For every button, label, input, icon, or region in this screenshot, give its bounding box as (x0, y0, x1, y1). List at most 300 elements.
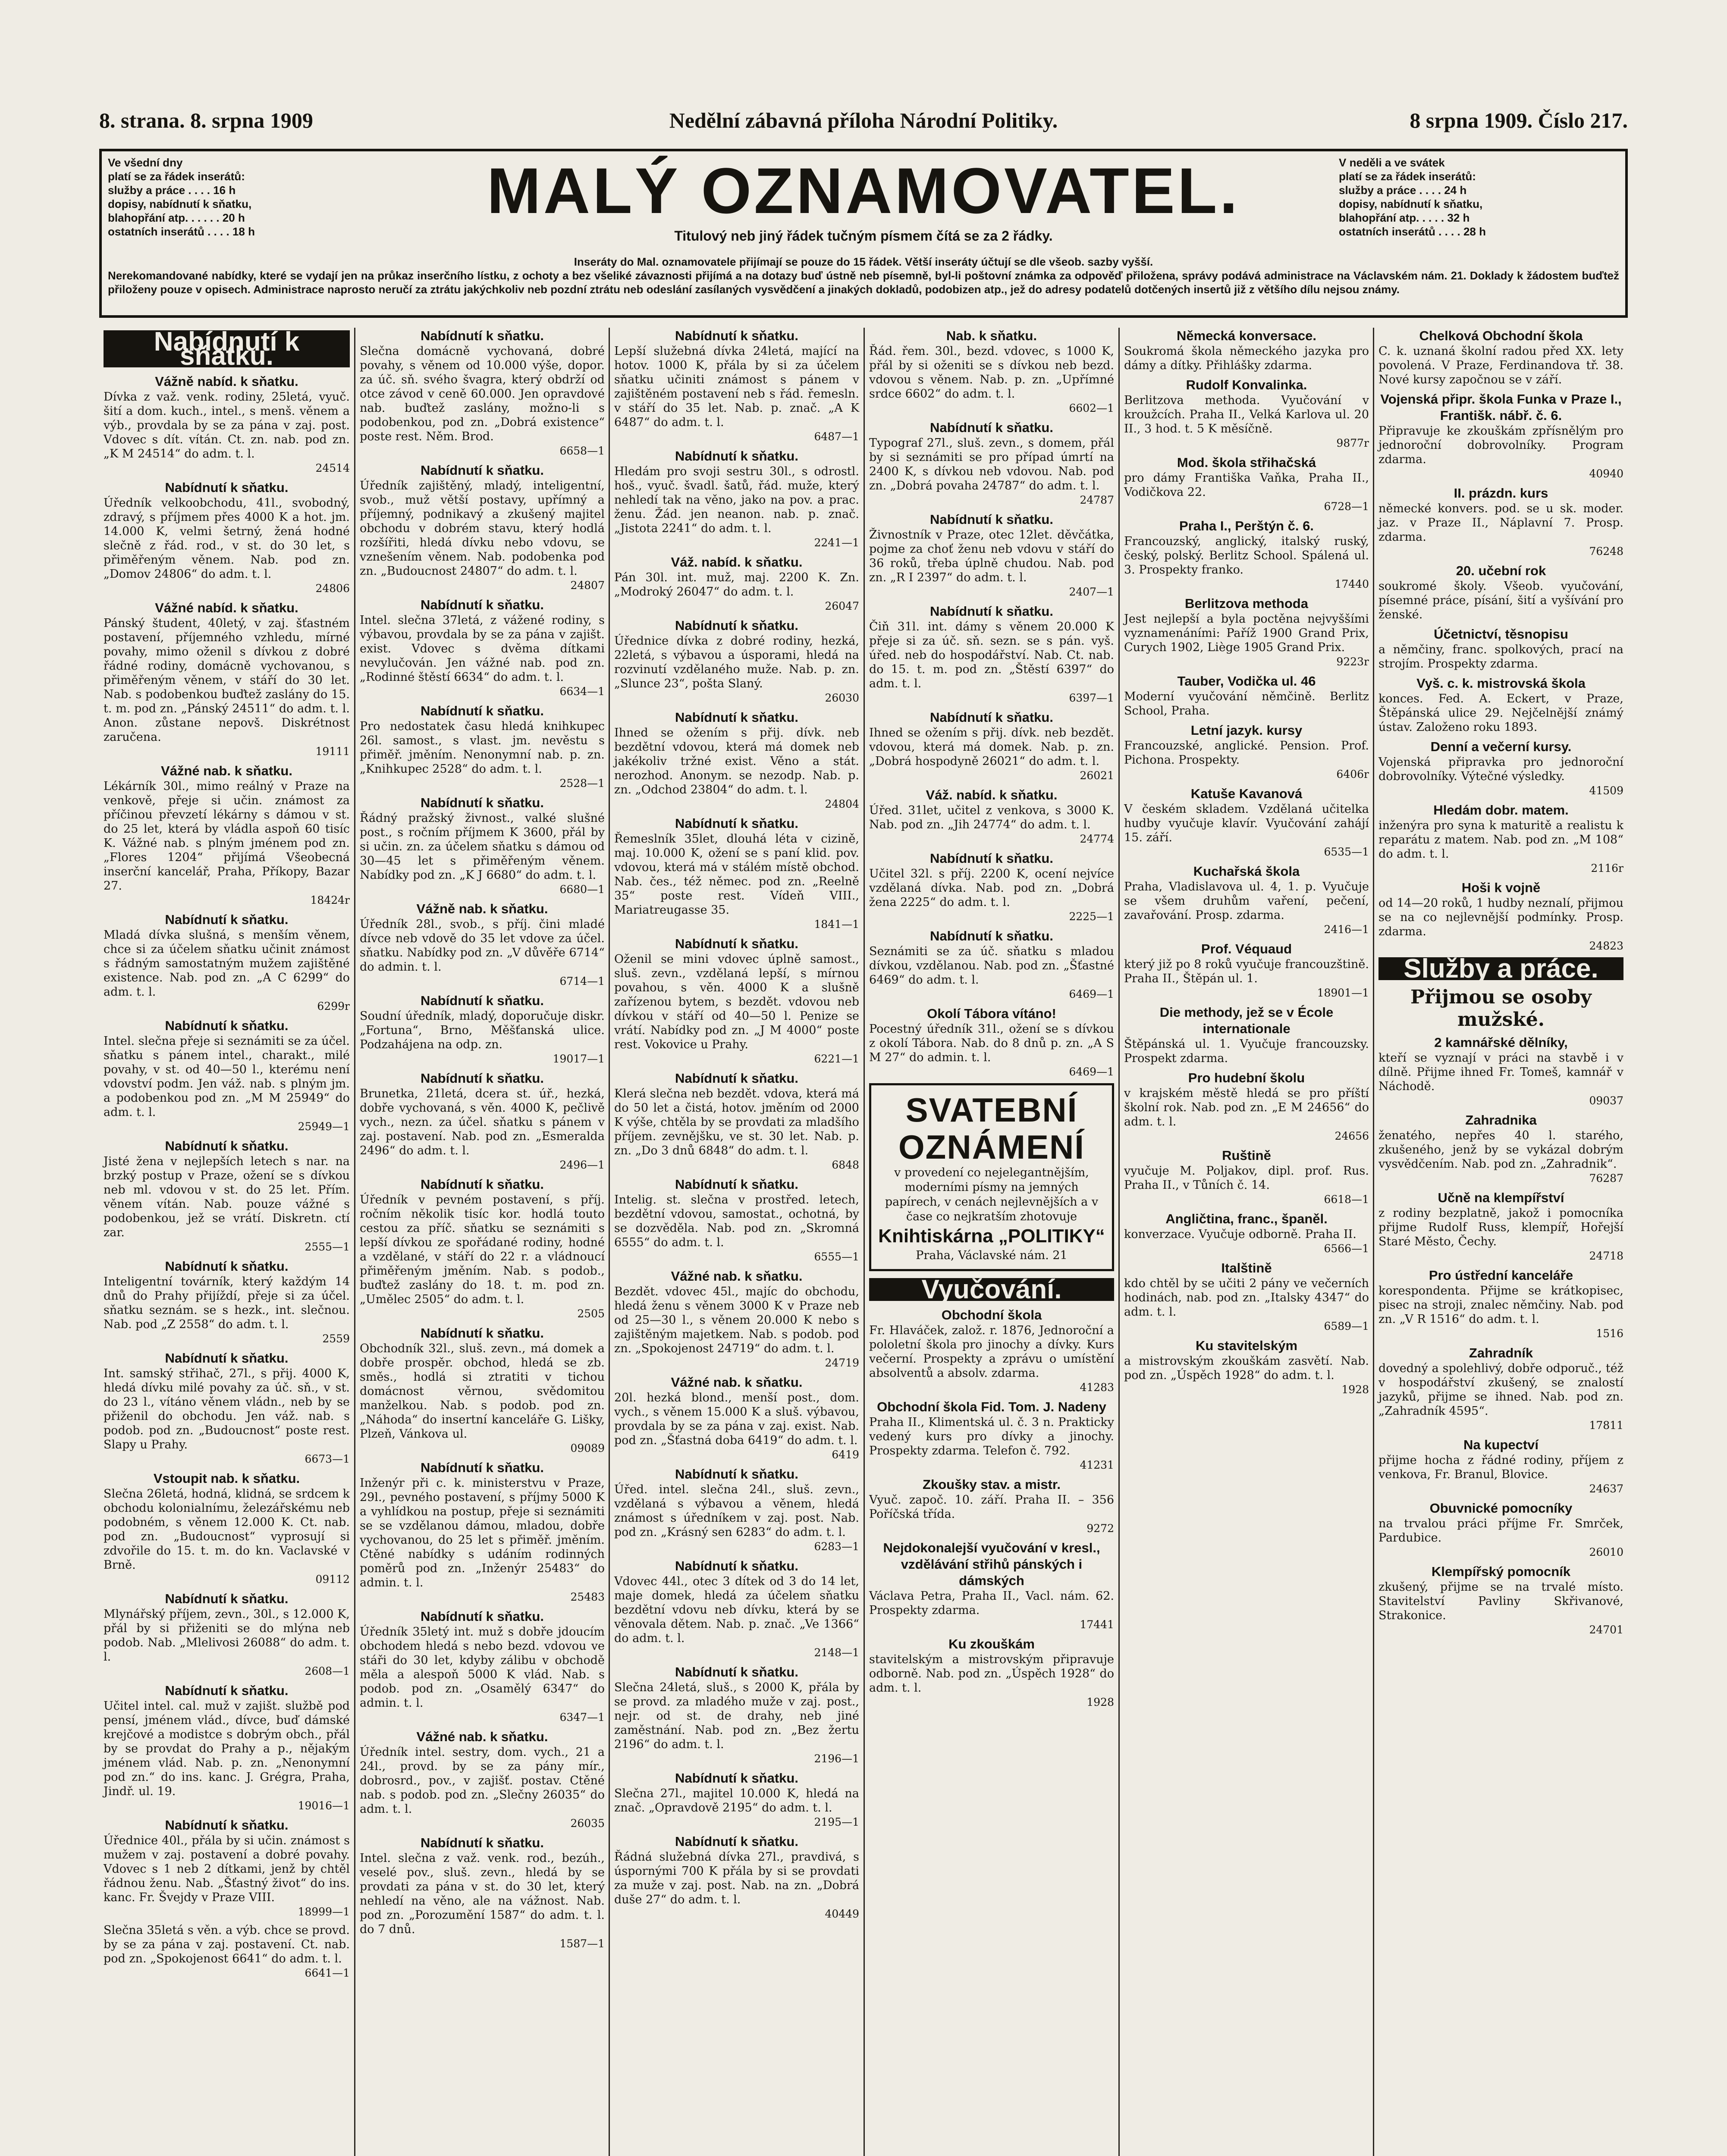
ad-code: 40940 (1589, 467, 1623, 480)
classified-ad (1124, 941, 1369, 1000)
column-5 (1118, 328, 1373, 2156)
ad-body: stavitelským a mistrovským připravuje odborně. Nab. pod zn. „Úspěch 1928“ do adm. t. l. (869, 1653, 1114, 1695)
classified-ad (1124, 595, 1369, 669)
ad-code: 2407—1 (1069, 586, 1114, 598)
ad-body: Václava Petra, Praha II., Vacl. nám. 62. Prospekty zdarma. (869, 1589, 1114, 1617)
ad-code: 6634—1 (559, 685, 605, 698)
ad-code: 9272 (1086, 1522, 1114, 1535)
ad-title: Vážně nabíd. k sňatku. (155, 374, 298, 389)
ad-body: Hledám pro svoji sestru 30l., s odrostl. hoš., vyuč. švadl. šatů, řád. muže, který nehledí tak na věno, jako na pov. a prac. ženu. Žád. jen neanon. nab. p. znač. „Jistota 2241“ do adm. t. l. (614, 465, 859, 535)
ad-code: 2416—1 (1324, 923, 1369, 936)
rate-line: ostatních inserátů . . . . 18 h (108, 225, 255, 238)
ad-title: Italštině (1221, 1260, 1272, 1275)
classified-ad (614, 1268, 859, 1370)
ad-title: Nabídnutí k sňatku. (675, 1771, 798, 1786)
ad-title: Berlitzova methoda (1185, 596, 1308, 611)
ad-body: Pocestný úředník 31l., ožení se s dívkou z okolí Tábora. Nab. do 8 dnů p. zn. „A S M 27“ do admin. t. l. (869, 1022, 1114, 1064)
ad-body: Učitel intel. cal. muž v zajišt. službě pod pensí, jménem vlád., dívce, buď dámské krejčové a modistce s dobrým obch., přál by se provdat do Prahy a p., nějakým jménem vlád. Nab. p. zn. „Nenonymní pod zn.“ do ins. kanc. J. Grégra, Praha, Jindř. ul. 19. (104, 1699, 350, 1798)
ad-title: Prof. Véquaud (1201, 941, 1292, 956)
inserat-note: Inseráty do Mal. oznamovatele přijímají se pouze do 15 řádek. Větší inseráty účtují se dle všeob. sazby vyšší. (574, 255, 1153, 268)
rate-line: dopisy, nabídnutí k sňatku, (108, 197, 252, 210)
ad-code: 6566—1 (1324, 1242, 1369, 1255)
classified-ad (1124, 673, 1369, 718)
ad-title: Nabídnutí k sňatku. (165, 1818, 289, 1833)
ad-title: Praha I., Perštýn č. 6. (1179, 518, 1314, 533)
ad-body: od 14—20 roků, 1 hudby neznalí, přijmou se na co nejlevnější podmínky. Prosp. zdarma. (1378, 896, 1623, 938)
ad-body: Lepší služebná dívka 24letá, mající na hotov. 1000 K, přála by si za účelem sňatku učiniti známost s pánem v zajištěném postavení neb s řád. řemesln. v stáří do 35 let. Nab. p. znač. „A K 6487“ do adm. t. l. (614, 345, 859, 429)
ad-title: Na kupectví (1463, 1437, 1539, 1452)
ad-code: 26030 (825, 692, 859, 704)
ad-body: Berlitzova methoda. Vyučování v kroužcích. Praha II., Velká Karlova ul. 20 II., 3 hod. t. 5 K měsíčně. (1124, 394, 1369, 436)
classified-ad (1124, 722, 1369, 781)
classified-ad (614, 1070, 859, 1172)
ad-body: Int. samský střihač, 27l., s přij. 4000 K, hledá dívku milé povahy za úč. sň., v st. do 23 l., vítáno věnem vládn., neb by se přiženil do obchodu. Jen váž. nab. s podob. pod zn. „Budoucnost“ poste rest. Slapy u Prahy. (104, 1367, 350, 1451)
ad-code: 1841—1 (814, 918, 859, 931)
ad-body: Lékárník 30l., mimo reálný v Praze na venkově, přeje si učin. známost za příčinou převzetí lékárny s dámou v st. do 25 let, která by vládla aspoň 60 tisíc K. Vážné nab. s plným jménem pod zn. „Flores 1204“ přijímá Všeobecná inserční kancelář, Praha, Příkopy, Bazar 27. (104, 780, 350, 893)
ad-body: Připravuje ke zkouškám zpřísnělým pro jednoroční dobrovolníky. Program zdarma. (1378, 424, 1623, 466)
ad-body: Čiň 31l. int. dámy s věnem 20.000 K přeje si za úč. sň. sezn. se s pán. vyš. úřed. neb do hospodářství. Nab. Ct. nab. do 15. t. m. pod zn. „Štěstí 6397“ do adm. t. l. (869, 620, 1114, 690)
ad-body: Dívka z važ. venk. rodiny, 25letá, vyuč. šití a dom. kuch., intel., s menš. věnem a výb., provdala by se za pána v zaj. post. Vdovec s dít. vítán. Ct. zn. nab. pod zn. „K M 24514“ do adm. t. l. (104, 390, 350, 461)
classified-ad (1378, 802, 1623, 875)
classified-ad (360, 1460, 605, 1604)
ad-title: Okolí Tábora vítáno! (927, 1006, 1056, 1021)
classified-ad (614, 1833, 859, 1921)
classified-ad (360, 1729, 605, 1830)
ad-code: 2148—1 (814, 1646, 859, 1659)
ad-body: Pánský študent, 40letý, v zaj. šťastném postavení, příjemného vzhledu, mírné povahy, mimo oženil s dívkou z dobré řádné rodiny, domácně vychovanou, s přiměřeným věnem, v stáří do 30 let. Nab. s podobenkou buďtež zaslány do 15. t. m. pod zn. „Pánský 24511“ do adm. t. l. Anon. zůstane nepovš. Diskrétnost zaručena. (104, 617, 350, 744)
ad-code: 25483 (570, 1591, 605, 1603)
ad-title: Nabídnutí k sňatku. (675, 1467, 798, 1482)
ad-code: 2196—1 (814, 1752, 859, 1765)
ad-title: Nab. k sňatku. (946, 328, 1037, 343)
classified-ad (104, 600, 350, 758)
rate-line: platí se za řádek inserátů: (1339, 170, 1476, 183)
ad-code: 24787 (1080, 494, 1114, 506)
classified-ad (614, 617, 859, 705)
ad-title: Vojenská připr. škola Funka v Praze I., Františk. nábř. č. 6. (1380, 392, 1622, 423)
ad-body: a němčiny, franc. spolkových, prací na strojím. Prospekty zdarma. (1378, 643, 1623, 671)
classified-ad (614, 709, 859, 811)
ad-title: Nabídnutí k sňatku. (675, 1558, 798, 1573)
ad-body: inženýra pro syna k maturitě a realistu k reparátu z matem. Nab. pod zn. „M 108“ do adm. t. l. (1378, 819, 1623, 861)
ad-title: Účetnictví, těsnopisu (1434, 627, 1568, 642)
ad-title: Vstoupit nab. k sňatku. (153, 1471, 300, 1486)
ad-body: přijme hocha z řádné rodiny, příjem z venkova, Fr. Branul, Blovice. (1378, 1454, 1623, 1481)
ad-body: Francouzské, anglické. Pension. Prof. Pichona. Prospekty. (1124, 739, 1369, 767)
ad-body: Soukromá škola německého jazyka pro dámy a dítky. Přihlášky zdarma. (1124, 345, 1369, 372)
classified-ad (614, 815, 859, 931)
classified-ad (614, 1770, 859, 1829)
ad-title: Klempířský pomocník (1431, 1564, 1571, 1579)
ad-body: soukromé školy. Všeob. vyučování, písemné práce, písání, šití a vyšívání pro ženské. (1378, 580, 1623, 621)
ad-body: C. k. uznaná školní radou před XX. lety povolená. V Praze, Ferdinandova tř. 38. Nové kursy započnou se v září. (1378, 345, 1623, 386)
ad-code: 17441 (1080, 1618, 1114, 1631)
ad-code: 2528—1 (559, 777, 605, 790)
classified-ad (1378, 1034, 1623, 1108)
ad-body: Jest nejlepší a byla poctěna nejvyššími vyznamenáními: Paříž 1900 Grand Prix, Curych 1902, Liège 1905 Grand Prix. (1124, 612, 1369, 654)
classified-ad (1378, 391, 1623, 481)
ad-code: 6469—1 (1069, 1065, 1114, 1078)
ad-title: Nabídnutí k sňatku. (421, 1609, 544, 1624)
ad-title: Ku stavitelským (1195, 1338, 1298, 1353)
classified-ad (1378, 1500, 1623, 1559)
ad-code: 1516 (1596, 1327, 1623, 1340)
ad-body: Slečna domácně vychovaná, dobré povahy, s věnem od 10.000 výše, dopor. za úč. sň. svého švagra, který obdrží od otce závod v ceně 60.000. Jen opravdové nab. buďtež zaslány, možno-li s podobenkou, pod zn. „Dobrá existence“ poste rest. Něm. Brod. (360, 345, 605, 443)
ad-code: 18901—1 (1317, 987, 1369, 999)
ad-body: Mlynářský příjem, zevn., 30l., s 12.000 K, přál by si přiženiti se do mlýna neb podob. Nab. „Mlelivosi 26088“ do adm. t. l. (104, 1608, 350, 1664)
classified-ad (869, 328, 1114, 415)
classified-ad (104, 1470, 350, 1586)
classified-ad (360, 1325, 605, 1455)
rate-line: služby a práce . . . . 16 h (108, 184, 236, 197)
classified-ad (104, 1817, 350, 1919)
ad-code: 24719 (825, 1357, 859, 1369)
ad-title: Tauber, Vodička ul. 46 (1177, 674, 1316, 689)
ad-title: Nabídnutí k sňatku. (421, 1326, 544, 1341)
rate-line: blahopřání atp. . . . . 32 h (1339, 211, 1470, 224)
classified-ad (1124, 1338, 1369, 1397)
ad-title: Nabídnutí k sňatku. (421, 463, 544, 478)
classified-ad (1124, 518, 1369, 591)
classified-ad (360, 328, 605, 458)
ad-code: 24637 (1589, 1482, 1623, 1495)
classified-ad (360, 1835, 605, 1951)
classified-ad (614, 1176, 859, 1264)
issue-date-number: 8 srpna 1909. Číslo 217. (1410, 108, 1628, 132)
classified-ad (104, 373, 350, 475)
classified-ad (1124, 863, 1369, 937)
ad-title: Hoši k vojně (1461, 880, 1541, 895)
ad-body: Řádná služebná dívka 27l., pravdivá, s úspornými 700 K přála by si se provdati za muže v zaj. post. Nab. na zn. „Dobrá duše 27“ do adm. t. l. (614, 1850, 859, 1906)
ad-code: 6848 (832, 1159, 859, 1171)
rate-line: ostatních inserátů . . . . 28 h (1339, 225, 1486, 238)
ad-title: Nabídnutí k sňatku. (675, 816, 798, 831)
ad-code: 6618—1 (1324, 1193, 1369, 1206)
ad-body: konces. Fed. A. Eckert, v Praze, Štěpánská ulice 29. Nejčelnější známý ústav. Založeno roku 1893. (1378, 692, 1623, 734)
ad-code: 24804 (825, 798, 859, 810)
classified-ad (1378, 328, 1623, 387)
ad-title: Nabídnutí k sňatku. (675, 1071, 798, 1086)
classified-ad (1378, 1190, 1623, 1263)
ad-code: 6397—1 (1069, 692, 1114, 704)
inset-printer-name: Knihtiskárna „POLITIKY“ (878, 1225, 1105, 1247)
classified-ad (1124, 328, 1369, 373)
classified-ad (360, 901, 605, 988)
classified-ad (360, 1608, 605, 1724)
ad-code: 24718 (1589, 1250, 1623, 1262)
classified-ad (1378, 485, 1623, 558)
ad-body: dovedný a spolehlivý, dobře odporuč., též v hospodářství zkušený, se znalostí jazyků, přijme se ihned. Nab. pod zn. „Zahradník 4595“. (1378, 1362, 1623, 1418)
ad-title: Nabídnutí k sňatku. (675, 328, 798, 343)
ad-body: Fr. Hlaváček, založ. r. 1876, Jednoroční a pololetní škola pro jinochy a dívky. Kurs večerní. Prospekty a zprávu o umístění absolventů a absolv. zdarma. (869, 1324, 1114, 1380)
classified-ad (614, 1374, 859, 1462)
ad-body: Slečna 35letá s věn. a výb. chce se provd. by se za pána v zaj. postavení. Ct. nab. pod zn. „Spokojenost 6641“ do adm. t. l. (104, 1924, 350, 1965)
ad-body: Intel. slečna přeje si seznámiti se za účel. sňatku s pánem intel., charakt., milé povahy, v st. od 40—50 l., kterému není vdovství podm. Jen váž. nab. s plným jm. a podobenkou pod zn. „M M 25949“ do adm. t. l. (104, 1034, 350, 1119)
ad-body: Vyuč. započ. 10. září. Praha II. – 356 Poříčská třída. (869, 1493, 1114, 1521)
ad-body: Slečna 24letá, sluš., s 2000 K, přála by se provd. za mladého muže v zaj. post., nejr. od st. de drahy, neb jiné zaměstnání. Nab. pod zn. „Bez žertu 2196“ do adm. t. l. (614, 1681, 859, 1751)
ad-body: Inženýr při c. k. ministerstvu v Praze, 29l., pevného postavení, s příjmy 5000 K a vyhlídkou na postup, přeje si seznámiti se se vzdělanou dámou, mladou, dobře vychovanou, do 25 let s přiměř. jměním. Ctěné nabídky s udáním rodinných poměrů pod zn. „Inženýr 25483“ do admin. t. l. (360, 1476, 605, 1589)
ad-body: z rodiny bezplatně, jakož i pomocníka přijme Rudolf Russ, klempíř, Hořejší Staré Město, Čechy. (1378, 1206, 1623, 1248)
classified-ad (104, 1018, 350, 1134)
ad-body: Oženil se mini vdovec úplně samost., sluš. zevn., vzdělaná lepší, s mírnou povahou, s věn. 4000 K a slušně zařízenou bytem, s bezdět. vdovou neb dívkou v stáří od 40—50 l. Penize se vrátí. Nabídky pod zn. „J M 4000“ poste rest. Vokovice u Prahy. (614, 953, 859, 1051)
ad-body: Řád. řem. 30l., bezd. vdovec, s 1000 K, přál by si oženiti se s dívkou neb bezd. vdovou s věnem. Nab. p. zn. „Upřímné srdce 6602“ do adm. t. l. (869, 345, 1114, 401)
ad-body: Živnostník v Praze, otec 12let. děvčátka, pojme za choť ženu neb vdovu v stáří do 36 roků, třeba úplně chudou. Nab. pod zn. „R I 2397“ do adm. t. l. (869, 528, 1114, 584)
classified-ad (104, 1591, 350, 1678)
ad-body: Jisté žena v nejlepších letech s nar. na brzký postup v Praze, ožení se s dívkou neb ml. vdovou v st. do 25 let. Přím. věnem vítán. Nab. pouze vážné s podobenkou, jež se vrátí. Diskretn. ctí zar. (104, 1155, 350, 1239)
ad-title: Ku zkouškám (948, 1636, 1035, 1651)
ad-title: Angličtina, franc., španěl. (1165, 1211, 1328, 1226)
ad-code: 2195—1 (814, 1816, 859, 1828)
ad-body: Seznámiti se za úč. sňatku s mladou dívkou, vzdělanou. Nab. pod zn. „Šťastné 6469“ do adm. t. l. (869, 945, 1114, 987)
ad-code: 9223r (1336, 655, 1369, 668)
ad-code: 6658—1 (559, 445, 605, 457)
classified-ad (1124, 1260, 1369, 1333)
classified-ad (104, 1683, 350, 1813)
ad-code: 09112 (315, 1573, 350, 1586)
ad-code: 26035 (570, 1817, 605, 1830)
classified-ad (869, 1006, 1114, 1079)
administration-notice (108, 255, 1619, 296)
ad-code: 24514 (315, 462, 350, 474)
ad-title: Váž. nabíd. k sňatku. (926, 787, 1058, 802)
classified-ad (869, 787, 1114, 846)
ad-code: 26047 (825, 600, 859, 612)
classified-ad (1378, 563, 1623, 622)
classified-ad (1124, 377, 1369, 450)
ad-code: 24823 (1589, 940, 1623, 952)
ad-body: zkušený, přijme se na trvalé místo. Stavitelství Pavliny Skřivanové, Strakonice. (1378, 1580, 1623, 1622)
ad-body: Úředník velkoobchodu, 41l., svobodný, zdravý, s příjmem přes 4000 K a hot. jm. 14.000 K, velmi šetrný, žená hodné slečně z řád. rod., v st. do 30 let, s přiměřeným věnem. Nab. pod zn. „Domov 24806“ do adm. t. l. (104, 496, 350, 581)
ad-body: Úřed. 31let, učitel z venkova, s 3000 K. Nab. pod zn. „Jih 24774“ do adm. t. l. (869, 804, 1114, 831)
classifieds-title: MALÝ OZNAMOVATEL. (487, 154, 1240, 227)
ad-code: 41509 (1589, 784, 1623, 797)
ad-title: Hledám dobr. matem. (1433, 802, 1569, 818)
classified-ad (104, 479, 350, 595)
ad-code: 76248 (1589, 545, 1623, 558)
ad-title: Kuchařská škola (1193, 864, 1300, 879)
classified-ad (614, 554, 859, 613)
ad-code: 6469—1 (1069, 988, 1114, 1000)
ad-code: 6602—1 (1069, 402, 1114, 414)
ad-body: kteří se vyznají v práci na stavbě i v dílně. Přijme ihned Fr. Tomeš, kamnář v Náchodě. (1378, 1051, 1623, 1093)
ad-body: Praha II., Klimentská ul. č. 3 n. Prakticky vedený kurs pro dívky a jinochy. Prospekty zdarma. Telefon č. 792. (869, 1416, 1114, 1457)
ad-title: Nabídnutí k sňatku. (165, 480, 289, 495)
weekday-rates-box (108, 156, 388, 238)
classified-ad (104, 1138, 350, 1254)
ad-body: německé konvers. pod. se u sk. moder. jaz. v Praze II., Náplavní 7. Prosp. zdarma. (1378, 502, 1623, 544)
ad-title: Nabídnutí k sňatku. (930, 851, 1053, 866)
ad-title: Pro ústřední kanceláře (1429, 1268, 1573, 1283)
classified-ad (869, 603, 1114, 705)
ad-code: 2505 (577, 1307, 605, 1320)
classified-ad (1378, 1267, 1623, 1341)
classified-ad (1124, 1070, 1369, 1143)
ad-body: Vdovec 44l., otec 3 dítek od 3 do 14 let, maje domek, hledá za účelem sňatku bezdětní vdovu neb dívku, která by se věnovala dětem. Nab. p. znač. „Ve 1366“ do adm. t. l. (614, 1575, 859, 1645)
ad-title: Nabídnutí k sňatku. (675, 1834, 798, 1849)
ad-title: Nabídnutí k sňatku. (421, 1835, 544, 1850)
running-head (99, 108, 1628, 138)
ad-title: Nabídnutí k sňatku. (165, 1351, 289, 1366)
ad-body: Typograf 27l., sluš. zevn., s domem, přál by si seznámiti se pro případ úmrtí na 2400 K, s dívkou neb vdovou. Nab. pod zn. „Dobrá povaha 24787“ do adm. t. l. (869, 436, 1114, 492)
ad-title: Nabídnutí k sňatku. (675, 936, 798, 951)
rate-line: Ve všední dny (108, 156, 183, 169)
ad-title: Nabídnutí k sňatku. (675, 1664, 798, 1680)
classified-ad (869, 1307, 1114, 1395)
ad-code: 41283 (1080, 1381, 1114, 1394)
ad-title: II. prázdn. kurs (1454, 486, 1548, 501)
ad-body: Moderní vyučování němčině. Berlitz School, Praha. (1124, 690, 1369, 718)
ad-title: Vážné nab. k sňatku. (671, 1269, 803, 1284)
ad-code: 2225—1 (1069, 910, 1114, 923)
classified-ad (360, 795, 605, 896)
classified-ad (104, 1923, 350, 1980)
classified-ad (1378, 880, 1623, 953)
classified-ad (869, 928, 1114, 1001)
ad-code: 6419 (832, 1448, 859, 1461)
ad-title: Vyš. c. k. mistrovská škola (1416, 676, 1586, 691)
ad-title: Chelková Obchodní škola (1419, 328, 1583, 343)
ad-code: 26010 (1589, 1546, 1623, 1558)
ad-body: Francouzský, anglický, italský ruský, český, polský. Berlitz School. Spálená ul. 3. Prospekty franko. (1124, 535, 1369, 577)
ad-title: Vážné nab. k sňatku. (161, 763, 292, 778)
ad-body: ženatého, nepřes 40 l. starého, zkušeného, jenž by se vykázal dobrým vysvědčením. Nab. pod zn. „Zahradnik“. (1378, 1129, 1623, 1171)
classified-ad (1378, 739, 1623, 798)
ad-title: Obuvnické pomocníky (1429, 1501, 1573, 1516)
classified-ad (104, 763, 350, 907)
classified-ad (614, 1466, 859, 1554)
column-3 (609, 328, 864, 2156)
ad-title: Nabídnutí k sňatku. (421, 1177, 544, 1192)
ad-columns (99, 328, 1628, 2156)
ad-body: Úředník zajištěný, mladý, inteligentní, svob., muž větší postavy, upřímný a příjemný, podnikavý a zkušený majitel obchodu v dobrém stavu, který hodlá rozšířiti, hledá dívku nebo vdovu, se vznešením věnem. Nab. podobenka pod zn. „Budoucnost 24807“ do adm. t. l. (360, 479, 605, 578)
classified-ad (1378, 626, 1623, 671)
ad-title: Nabídnutí k sňatku. (165, 1683, 289, 1698)
ad-body: Úřednice 40l., přála by si učin. známost s mužem v zaj. postavení a dobré povahy. Vdovec s 1 neb 2 dítkami, jenž by chtěl řádnou ženu. Nab. „Šťastný život“ do ins. kanc. Fr. Švejdy v Praze VIII. (104, 1834, 350, 1904)
ad-code: 40449 (825, 1908, 859, 1920)
classified-ad (1124, 1147, 1369, 1206)
ad-code: 26021 (1080, 769, 1114, 782)
classified-ad (614, 936, 859, 1066)
ad-title: Nabídnutí k sňatku. (421, 703, 544, 718)
ad-title: Vážné nabíd. k sňatku. (155, 600, 298, 615)
classified-ad (869, 850, 1114, 924)
ad-title: Obchodní škola (941, 1307, 1042, 1322)
ad-title: Ruštině (1222, 1148, 1271, 1163)
rate-line: platí se za řádek inserátů: (108, 170, 245, 183)
ad-body: Štěpánská ul. 1. Vyučuje francouzsky. Prospekt zdarma. (1124, 1037, 1369, 1065)
classified-ad (360, 703, 605, 790)
ad-title: Zahradnika (1465, 1112, 1537, 1128)
ad-body: Obchodník 32l., sluš. zevn., má domek a dobře prospěr. obchod, hledá se zb. směs., hodlá si ztratiti v tichou domácnost věrnou, svědomitou manželkou. Nab. s podob. pod zn. „Náhoda“ do insertní kanceláře G. Lišky, Plzeň, Vánkova ul. (360, 1342, 605, 1441)
ad-code: 6347—1 (559, 1711, 605, 1724)
classified-ad (1378, 1437, 1623, 1496)
classified-ad (1124, 1004, 1369, 1065)
classified-ad (1378, 1345, 1623, 1432)
ad-body: konverzace. Vyučuje odborně. Praha II. (1124, 1228, 1356, 1241)
classified-ad (614, 328, 859, 444)
ad-code: 6299r (317, 1000, 350, 1012)
ad-body: Intelig. st. slečna v prostřed. letech, bezdětní vdovou, samostat., ochotná, by se dozvěděla. Nab. pod zn. „Skromná 6555“ do adm. t. l. (614, 1193, 859, 1249)
ad-body: Brunetka, 21letá, dcera st. úř., hezká, dobře vychovaná, s věn. 4000 K, pečlivě vych., nezn. za účel. sňatku s pánem v zaj. postavení. Nab. pod zn. „Esmeralda 2496“ do adm. t. l. (360, 1087, 605, 1157)
ad-code: 6728—1 (1324, 500, 1369, 513)
ad-code: 24701 (1589, 1623, 1623, 1636)
ad-code: 2555—1 (305, 1241, 350, 1253)
classified-ad (1378, 675, 1623, 734)
ad-body: pro dámy Františka Vaňka, Praha II., Vodičkova 22. (1124, 471, 1369, 499)
ad-body: Mladá dívka slušná, s menším věnem, chce si za účelem sňatku učinit známost s řádným samostatným mužem zajištěné existence. Nab. pod zn. „A C 6299“ do adm. t. l. (104, 928, 350, 999)
ad-body: Řemeslník 35let, dlouhá léta v cizině, maj. 10.000 K, ožení se s paní klid. pov. vdovou, která má v stálém místě obchod. Nab. čes., též němec. pod zn. „Reelně 35“ poste rest. Vídeň VIII., Mariatreugasse 35. (614, 832, 859, 917)
ad-code: 1587—1 (559, 1937, 605, 1950)
classified-ad (869, 1476, 1114, 1536)
notice-text: Nerekomandované nabídky, které se vydají jen na průkaz inserčního lístku, z ochoty a bez všeliké závaznosti přijímá a na dotazy buď ústně neb písemně, byl-li poštovní známka za odpověď přiložena, správy podává administrace na Václavském nám. 21. Doklady k žádostem buďtež přiloženy pouze v opisech. Administrace naprosto neručí za ztrátu jakýchkoliv neb pozdní ztrátu neb odeslání zasílaných vysvědčení a jinakých dokladů, podobizen atp., jež do adresy podatelů dotčených insertů již z většího dílu nejsou známy. (108, 269, 1619, 296)
rate-line: služby a práce . . . . 24 h (1339, 184, 1467, 197)
ad-title: Nabídnutí k sňatku. (165, 1259, 289, 1274)
ad-body: Soudní úředník, mladý, doporučuje diskr. „Fortuna“, Brno, Měšťanská ulice. Podzahájena na odp. zn. (360, 1009, 605, 1051)
ad-body: vyučuje M. Poljakov, dipl. prof. Rus. Praha II., v Tůních č. 14. (1124, 1164, 1369, 1192)
ad-code: 9877r (1336, 437, 1369, 449)
column-6 (1373, 328, 1628, 2156)
ad-code: 24774 (1080, 833, 1114, 845)
classified-ad (104, 1350, 350, 1466)
classifieds-masthead (99, 149, 1628, 318)
classifieds-subtitle: Titulový neb jiný řádek tučným písmem čítá se za 2 řádky. (674, 228, 1053, 244)
classified-ad (869, 709, 1114, 783)
ad-code: 19111 (315, 745, 350, 758)
section-heading: Služby a práce. (1378, 957, 1623, 980)
ad-title: Nabídnutí k sňatku. (421, 993, 544, 1008)
ad-body: V českém skladem. Vzdělaná učitelka hudby vyučuje klavír. Vyučování zahájí 15. září. (1124, 802, 1369, 844)
ad-code: 41231 (1080, 1459, 1114, 1471)
ad-code: 19016—1 (298, 1799, 350, 1812)
ad-code: 1928 (1086, 1696, 1114, 1708)
publication-title: Nedělní zábavná příloha Národní Politiky. (669, 108, 1058, 132)
ad-body: Úřednice dívka z dobré rodiny, hezká, 22letá, s výbavou a úsporami, hledá na rozvinutí vzdělaného muže. Nab. p. zn. „Slunce 23“, pošta Slaný. (614, 634, 859, 690)
wedding-announcement-ad (869, 1083, 1114, 1271)
ad-body: Intel. slečna 37letá, z vážené rodiny, s výbavou, provdala by se za pána v zajišt. exist. Vdovec s dvěma dítkami nevylučován. Jen vážné nab. pod zn. „Rodinné štěstí 6634“ do adm. t. l. (360, 614, 605, 684)
ad-title: Nabídnutí k sňatku. (165, 912, 289, 927)
ad-title: Nabídnutí k sňatku. (930, 604, 1053, 619)
classified-ad (614, 448, 859, 550)
classified-ad (614, 1558, 859, 1660)
ad-title: Nabídnutí k sňatku. (421, 1071, 544, 1086)
classified-ad (1124, 1211, 1369, 1256)
ad-body: Úřed. intel. slečna 24l., sluš. zevn., vzdělaná s výbavou a věnem, hledá známost s úředníkem v zaj. post. Nab. pod zn. „Krásný sen 6283“ do adm. t. l. (614, 1483, 859, 1539)
ad-title: Nabídnutí k sňatku. (165, 1591, 289, 1606)
ad-code: 6221—1 (814, 1053, 859, 1065)
ad-code: 1928 (1341, 1383, 1369, 1396)
ad-body: Slečna 26letá, hodná, klidná, se srdcem k obchodu kolonialnímu, železářskému neb podobném, s věnem 12.000 K. Ct. nab. pod zn. „Budoucnost“ vyprosují si zdvořile do 15. t. m. do kn. Vaclavské v Brně. (104, 1487, 350, 1572)
ad-title: Nabídnutí k sňatku. (421, 795, 544, 810)
classified-ad (869, 1399, 1114, 1472)
ad-title: 2 kamnářské dělníky, (1434, 1035, 1568, 1050)
ad-body: Vojenská připravka pro jednoroční dobrovolníky. Výtečné výsledky. (1378, 755, 1623, 783)
ad-code: 2116r (1591, 862, 1623, 874)
ad-code: 18999—1 (298, 1905, 350, 1918)
rate-line: blahopřání atp. . . . . . 20 h (108, 211, 245, 224)
ad-code: 24807 (570, 579, 605, 592)
ad-body: Klerá slečna neb bezdět. vdova, která má do 50 let a čistá, hotov. jměním od 2000 K výše, chtěla by se provdati za mladšího příjem. zevnějšku, ve st. 30 let. Nab. p. zn. „Do 3 dnů 6848“ do adm. t. l. (614, 1087, 859, 1157)
ad-title: Nabídnutí k sňatku. (421, 1460, 544, 1475)
rate-line: V neděli a ve svátek (1339, 156, 1445, 169)
sunday-rates-box (1339, 156, 1619, 238)
classified-ad (869, 1540, 1114, 1632)
classified-ad (104, 912, 350, 1013)
ad-title: Vážné nab. k sňatku. (671, 1375, 803, 1390)
ad-title: Mod. škola střihačská (1177, 455, 1316, 470)
classified-ad (869, 1636, 1114, 1709)
ad-body: Intel. slečna z važ. venk. rod., bezúh., veselé pov., sluš. zevn., hledá by se provdati za pána v st. do 30 let, který nehledí na věno, ale na vážnost. Nab. pod zn. „Porozumění 1587“ do adm. t. l. do 7 dnů. (360, 1852, 605, 1936)
ad-body: Řádný pražský živnost., valké slušné post., s ročním příjmem K 3600, přál by si učin. zn. za účelem sňatku s dámou od 30—45 let s přiměřeným věnem. Nabídky pod zn. „K J 6680“ do adm. t. l. (360, 812, 605, 882)
